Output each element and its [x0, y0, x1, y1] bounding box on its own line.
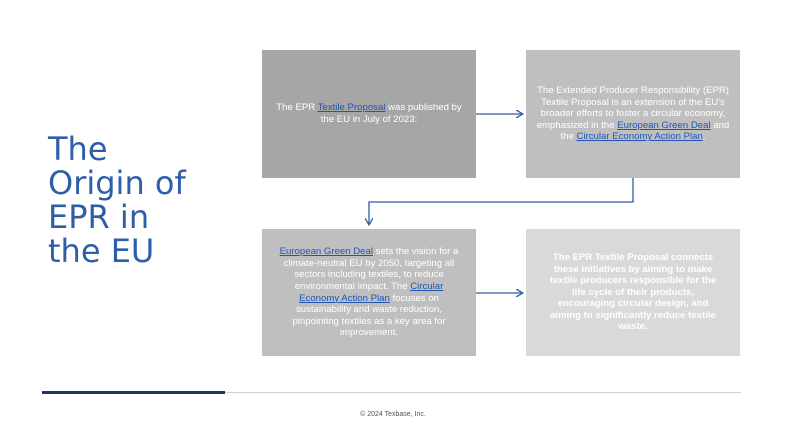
title-line-1: The	[48, 130, 108, 168]
textile-proposal-link[interactable]: Textile Proposal	[317, 102, 386, 114]
step-box-connection	[526, 229, 740, 356]
box2-text-mid: and the	[560, 119, 730, 143]
box3-text-2: focuses on sustainability and waste reduction, pinpointing textiles as a key area for improvement.	[292, 292, 446, 339]
step-box-extension-text	[534, 85, 732, 143]
title-line-2: Origin of	[48, 164, 186, 202]
box3-text-1: sets the vision for a climate-neutral EU by 2050, targeting all sectors including textiles, to reduce environmental impact. The	[283, 246, 459, 292]
footer-copyright: © 2024 Texbase, Inc.	[360, 411, 426, 418]
step-box-epr-proposal	[262, 50, 476, 178]
box1-text-pre: The EPR	[276, 102, 318, 114]
title-line-3: EPR in	[48, 198, 150, 236]
box2-text-pre: The Extended Producer Responsibility (EPR) Textile Proposal is an extension of the EU's broader efforts to foster a circular economy, emphasized in the	[536, 85, 729, 131]
bottom-accent-bar	[42, 391, 225, 394]
title-line-4: the EU	[48, 232, 155, 270]
box1-text-post: was published by the EU in July of 2023:	[320, 102, 462, 125]
step-box-extension	[526, 50, 740, 178]
step-box-green-deal-text	[274, 246, 464, 339]
european-green-deal-link[interactable]: European Green Deal	[617, 119, 711, 131]
step-box-connection-text: The EPR Textile Proposal connects these initiatives by aiming to make textile producers responsible for the life cycle of their products, encouraging circular design, and aiming to significantly reduce textile waste.	[549, 251, 717, 333]
arrow-down-left-icon	[369, 178, 633, 224]
circular-economy-action-plan-link-2[interactable]: Circular Economy Action Plan	[299, 280, 444, 304]
step-box-green-deal	[262, 229, 476, 356]
slide-title	[48, 132, 248, 268]
circular-economy-action-plan-link[interactable]: Circular Economy Action Plan	[576, 131, 703, 143]
european-green-deal-link-2[interactable]: European Green Deal	[279, 246, 373, 258]
box2-text-post: .	[702, 131, 706, 143]
step-box-epr-proposal-text	[272, 102, 466, 125]
